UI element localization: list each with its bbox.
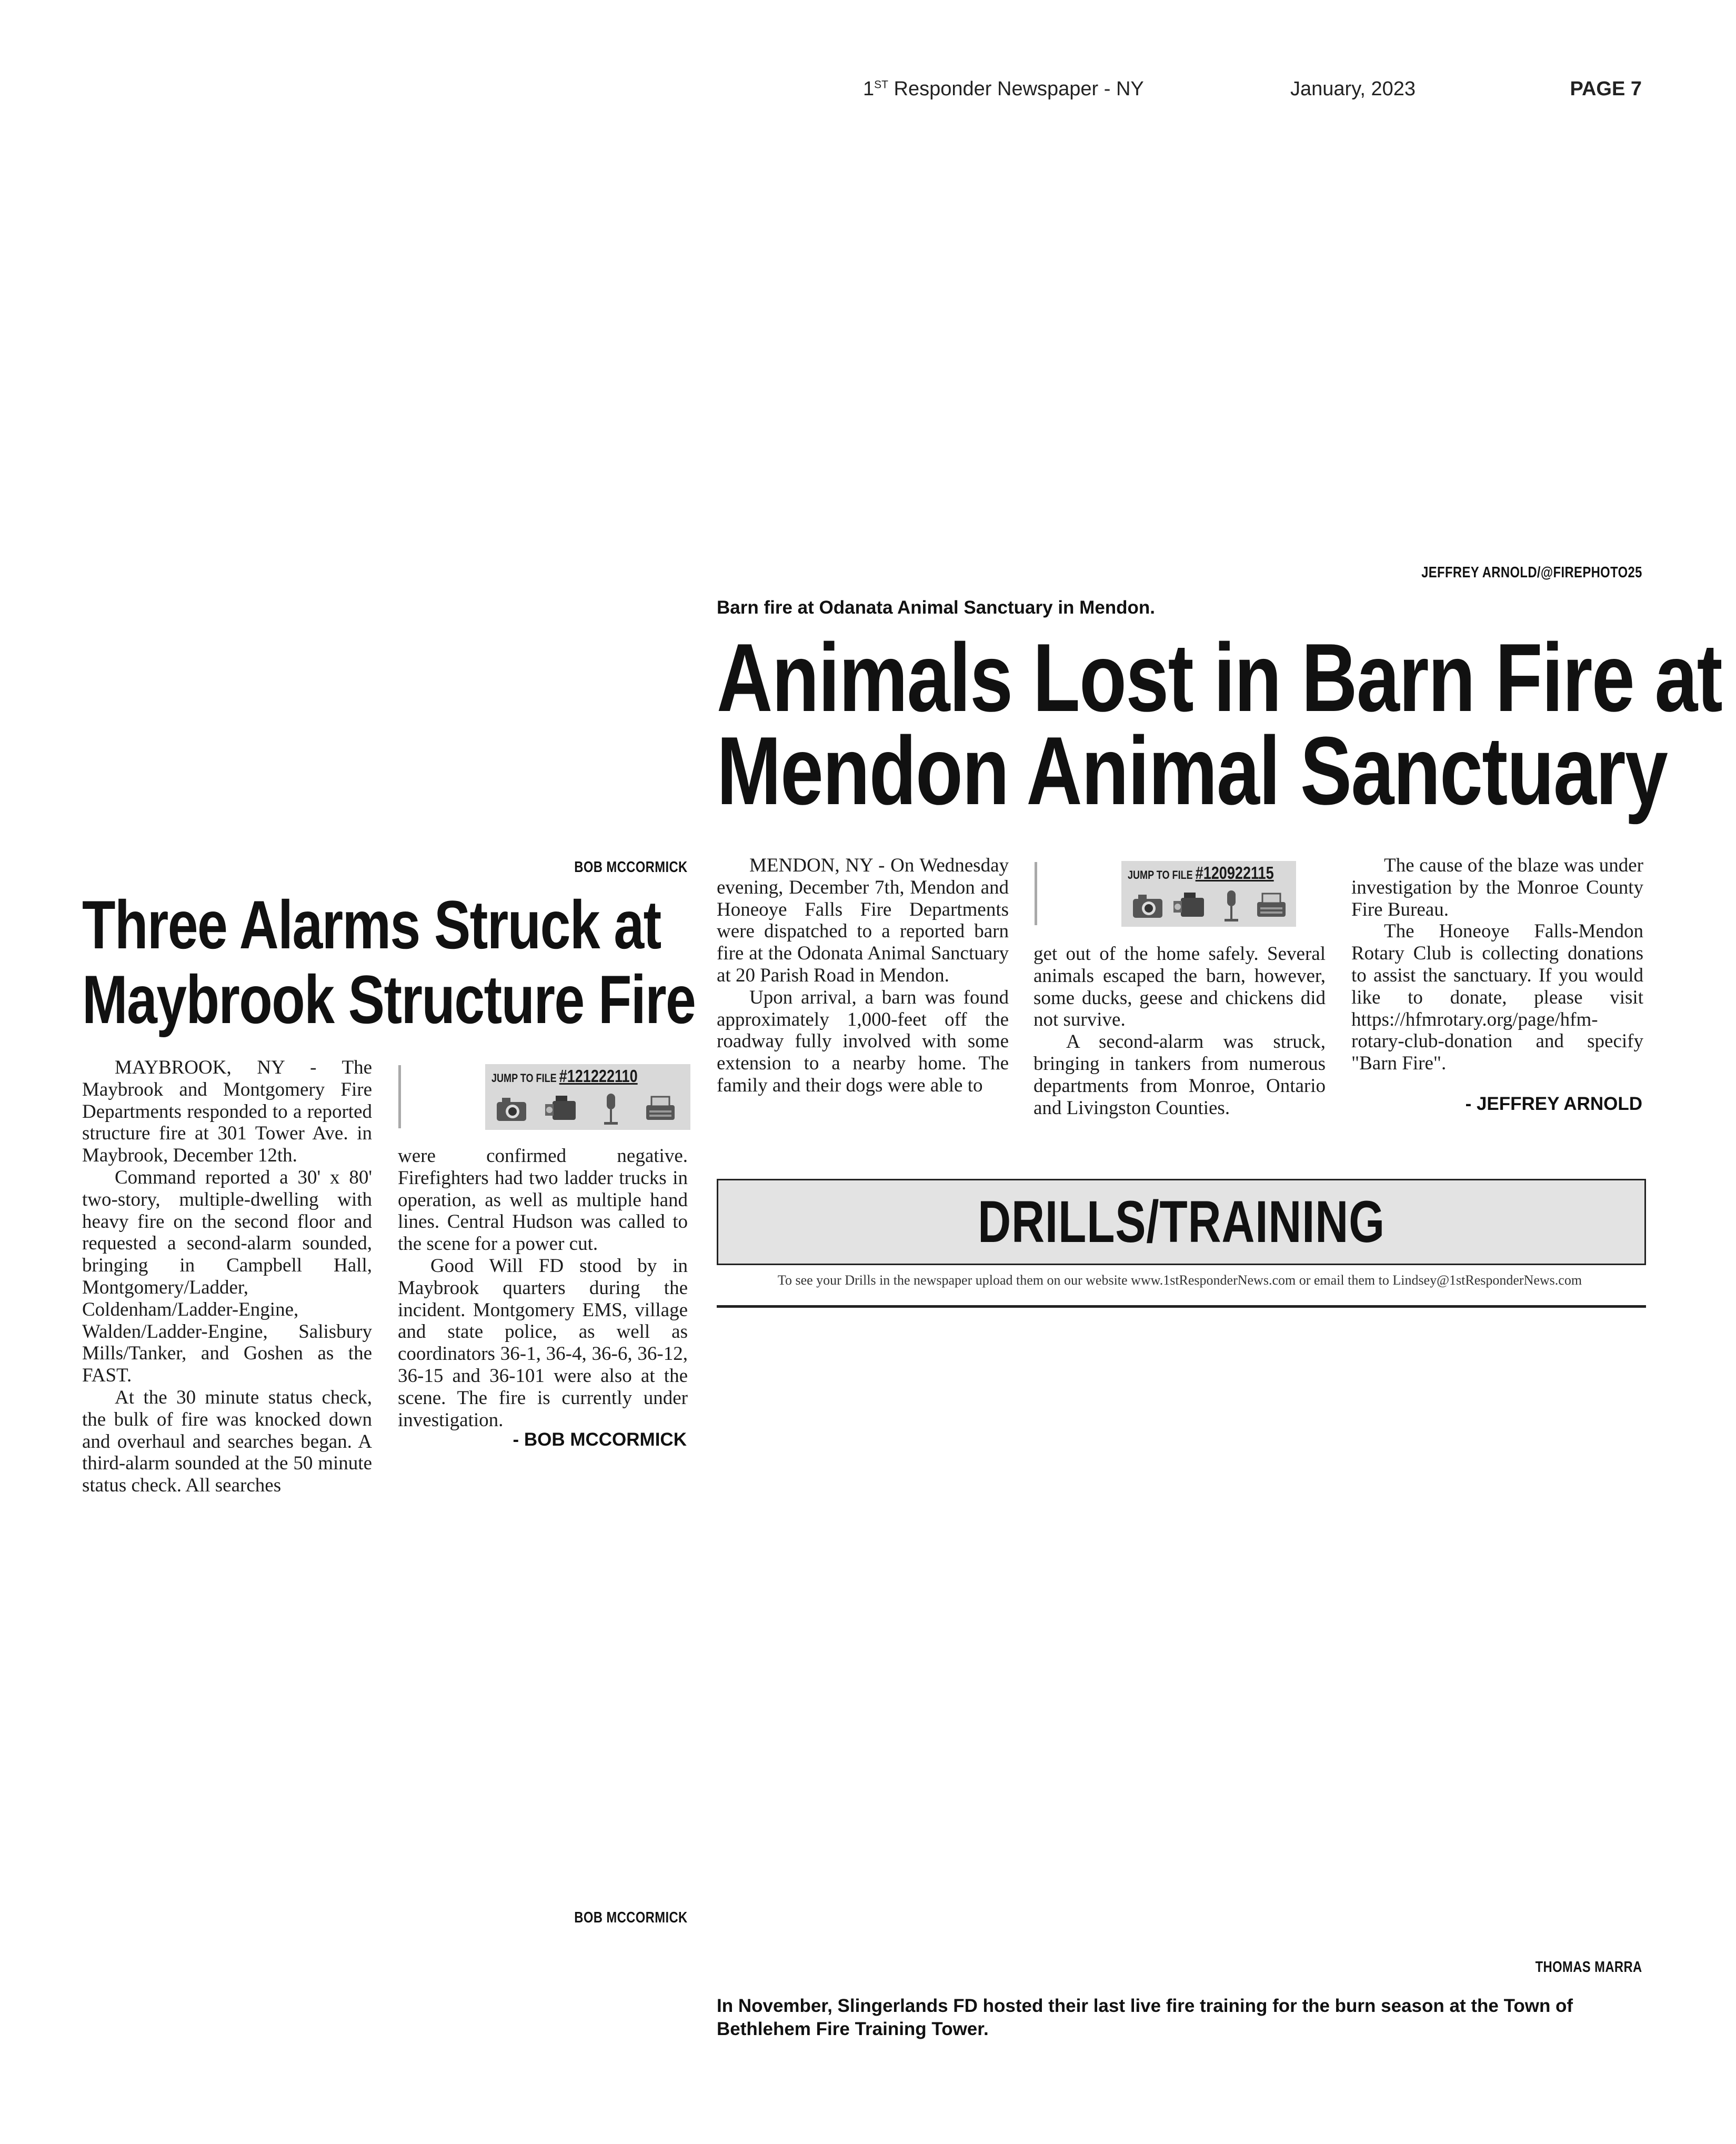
paragraph: MAYBROOK, NY - The Maybrook and Montgomery Fire Departments responded to a reported structure fire at 301 Tower Ave. in Maybrook, December 12th.: [82, 1057, 372, 1167]
paragraph: were confirmed negative. Firefighters had two ladder trucks in operation, as well as multiple hand lines. Central Hudson was called to the scene for a power cut.: [398, 1145, 688, 1255]
jump-label[interactable]: JUMP TO FILE #120922115: [1128, 863, 1274, 883]
camera-icon: [494, 1090, 530, 1127]
drills-note: To see your Drills in the newspaper upload them on our website www.1stResponderNews.com or email them to Lindsey@1stResponderNews.com: [777, 1273, 1582, 1288]
article-column: [1351, 855, 1643, 1075]
photo-credit: THOMAS MARRA: [1535, 1959, 1642, 1976]
drills-banner: [717, 1179, 1646, 1265]
video-camera-icon: [543, 1090, 580, 1127]
article-column: [82, 1057, 372, 1497]
paragraph: A second-alarm was struck, bringing in tankers from numerous departments from Monroe, Ontario and Livingston Counties.: [1033, 1031, 1326, 1119]
paragraph: MENDON, NY - On Wednesday evening, December 7th, Mendon and Honeoye Falls Fire Departments were dispatched to a reported barn fire at the Odonata Animal Sanctuary at 20 Parish Road in Mendon.: [717, 855, 1009, 986]
article-column: [1033, 943, 1326, 1119]
typewriter-icon: [642, 1090, 679, 1127]
paragraph: The cause of the blaze was under investigation by the Monroe County Fire Bureau.: [1351, 855, 1643, 920]
headline-line: Mendon Animal Sanctuary: [717, 716, 1668, 825]
typewriter-icon: [1253, 887, 1290, 924]
headline-line: Maybrook Structure Fire: [82, 961, 696, 1038]
headline-line: Animals Lost in Barn Fire at: [717, 623, 1722, 732]
video-camera-icon: [1171, 887, 1208, 924]
paragraph: get out of the home safely. Several animals escaped the barn, however, some ducks, geese and chickens did not survive.: [1033, 943, 1326, 1031]
jump-to-file[interactable]: [1035, 862, 1332, 925]
jump-label[interactable]: JUMP TO FILE #121222110: [491, 1066, 638, 1086]
paragraph: Command reported a 30' x 80' two-story, multiple-dwelling with heavy fire on the second floor and requested a second-alarm sounded, bringing in Campbell Hall, Montgomery/Ladder, Coldenham/Ladder-Engine, Walden/Ladder-Engine, Salisbury Mills/Tanker, and Goshen as the FAST.: [82, 1166, 372, 1387]
paragraph: The Honeoye Falls-Mendon Rotary Club is collecting donations to assist the sanctuary. If you would like to donate, please visit https://hfmrotary.org/page/hfm-rotary-club-donation and specify "Barn Fire".: [1351, 920, 1643, 1075]
byline: - BOB MCCORMICK: [513, 1429, 687, 1450]
article-column: [717, 855, 1009, 1097]
photo-caption: Barn fire at Odanata Animal Sanctuary in Mendon.: [717, 597, 1156, 618]
photo-credit: BOB MCCORMICK: [574, 859, 688, 876]
divider: [717, 1305, 1646, 1308]
publication-name: 1ST Responder Newspaper - NY: [863, 78, 1144, 100]
jump-to-file[interactable]: [398, 1065, 693, 1128]
issue-date: January, 2023: [1290, 78, 1416, 100]
photo-credit: JEFFREY ARNOLD/@FIREPHOTO25: [1421, 564, 1642, 581]
drills-title: DRILLS/TRAINING: [978, 1189, 1385, 1255]
byline: - JEFFREY ARNOLD: [1465, 1094, 1642, 1114]
camera-icon: [1130, 887, 1167, 924]
article-column: [398, 1145, 688, 1431]
photo-caption: In November, Slingerlands FD hosted their last live fire training for the burn season at the Town of Bethlehem Fire Training Tower.: [717, 1996, 1573, 2039]
paragraph: At the 30 minute status check, the bulk of fire was knocked down and overhaul and searches began. A third-alarm sounded at the 50 minute status check. All searches: [82, 1386, 372, 1497]
headline-line: Three Alarms Struck at: [82, 886, 661, 963]
paragraph: Upon arrival, a barn was found approximately 1,000-feet off the roadway fully involved with some extension to a nearby home. The family and their dogs were able to: [717, 986, 1009, 1096]
page-number: PAGE 7: [1570, 78, 1642, 100]
paragraph: Good Will FD stood by in Maybrook quarters during the incident. Montgomery EMS, village and state police, as well as coordinators 36-1, 36-4, 36-6, 36-12, 36-15 and 36-101 were also at the scene. The fire is currently under investigation.: [398, 1255, 688, 1431]
microphone-icon: [593, 1090, 629, 1127]
microphone-icon: [1213, 887, 1250, 924]
photo-credit: BOB MCCORMICK: [574, 1909, 688, 1926]
